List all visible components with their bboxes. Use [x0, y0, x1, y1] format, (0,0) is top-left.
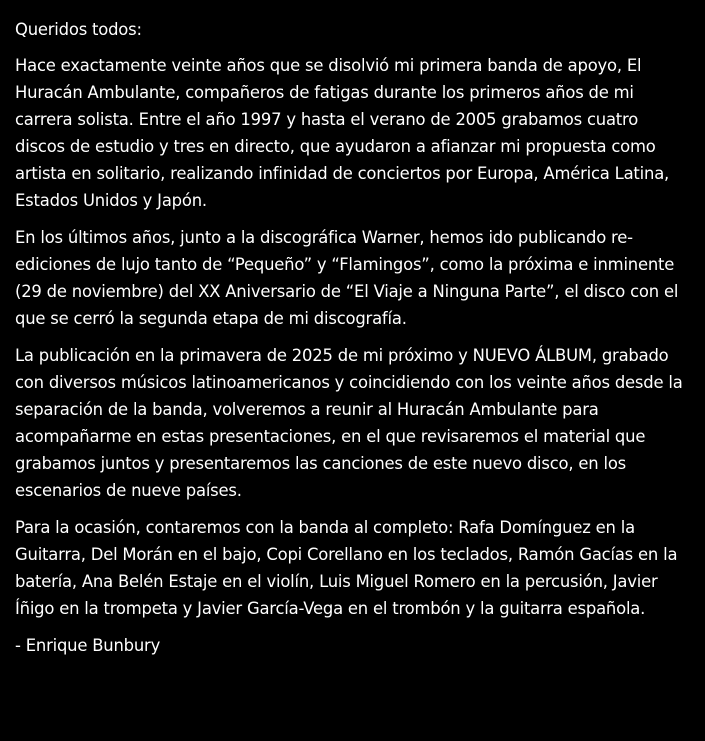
letter-greeting: Queridos todos: — [15, 20, 142, 39]
letter-paragraph-3: La publicación en la primavera de 2025 de mi próximo y NUEVO ÁLBUM, grabado con diversos músicos latinoamericanos y coincidiendo con los veinte años desde la separación de la banda, volveremos a reunir al Huracán Ambulante para acompañarme en estas presentaciones, en el que revisaremos el material que grabamos juntos y presentaremos las canciones de este nuevo disco, en los escenarios de nueve países. — [15, 346, 683, 500]
letter-signature: - Enrique Bunbury — [15, 636, 161, 655]
letter-paragraph-2: En los últimos años, junto a la discográfica Warner, hemos ido publicando re-ediciones de lujo tanto de “Pequeño” y “Flamingos”, como la próxima e inminente (29 de noviembre) del XX Aniversario de “El Viaje a Ninguna Parte”, el disco con el que se cerró la segunda etapa de mi discografía. — [15, 228, 679, 328]
letter-paragraph-4: Para la ocasión, contaremos con la banda al completo: Rafa Domínguez en la Guitarra, Del Morán en el bajo, Copi Corellano en los teclados, Ramón Gacías en la batería, Ana Belén Estaje en el violín, Luis Miguel Romero en la percusión, Javier Íñigo en la trompeta y Javier García-Vega en el trombón y la guitarra española. — [15, 518, 678, 618]
letter-paragraph-1: Hace exactamente veinte años que se disolvió mi primera banda de apoyo, El Huracán Ambulante, compañeros de fatigas durante los primeros años de mi carrera solista. Entre el año 1997 y hasta el verano de 2005 grabamos cuatro discos de estudio y tres en directo, que ayudaron a afianzar mi propuesta como artista en solitario, realizando infinidad de conciertos por Europa, América Latina, Estados Unidos y Japón. — [15, 56, 670, 210]
